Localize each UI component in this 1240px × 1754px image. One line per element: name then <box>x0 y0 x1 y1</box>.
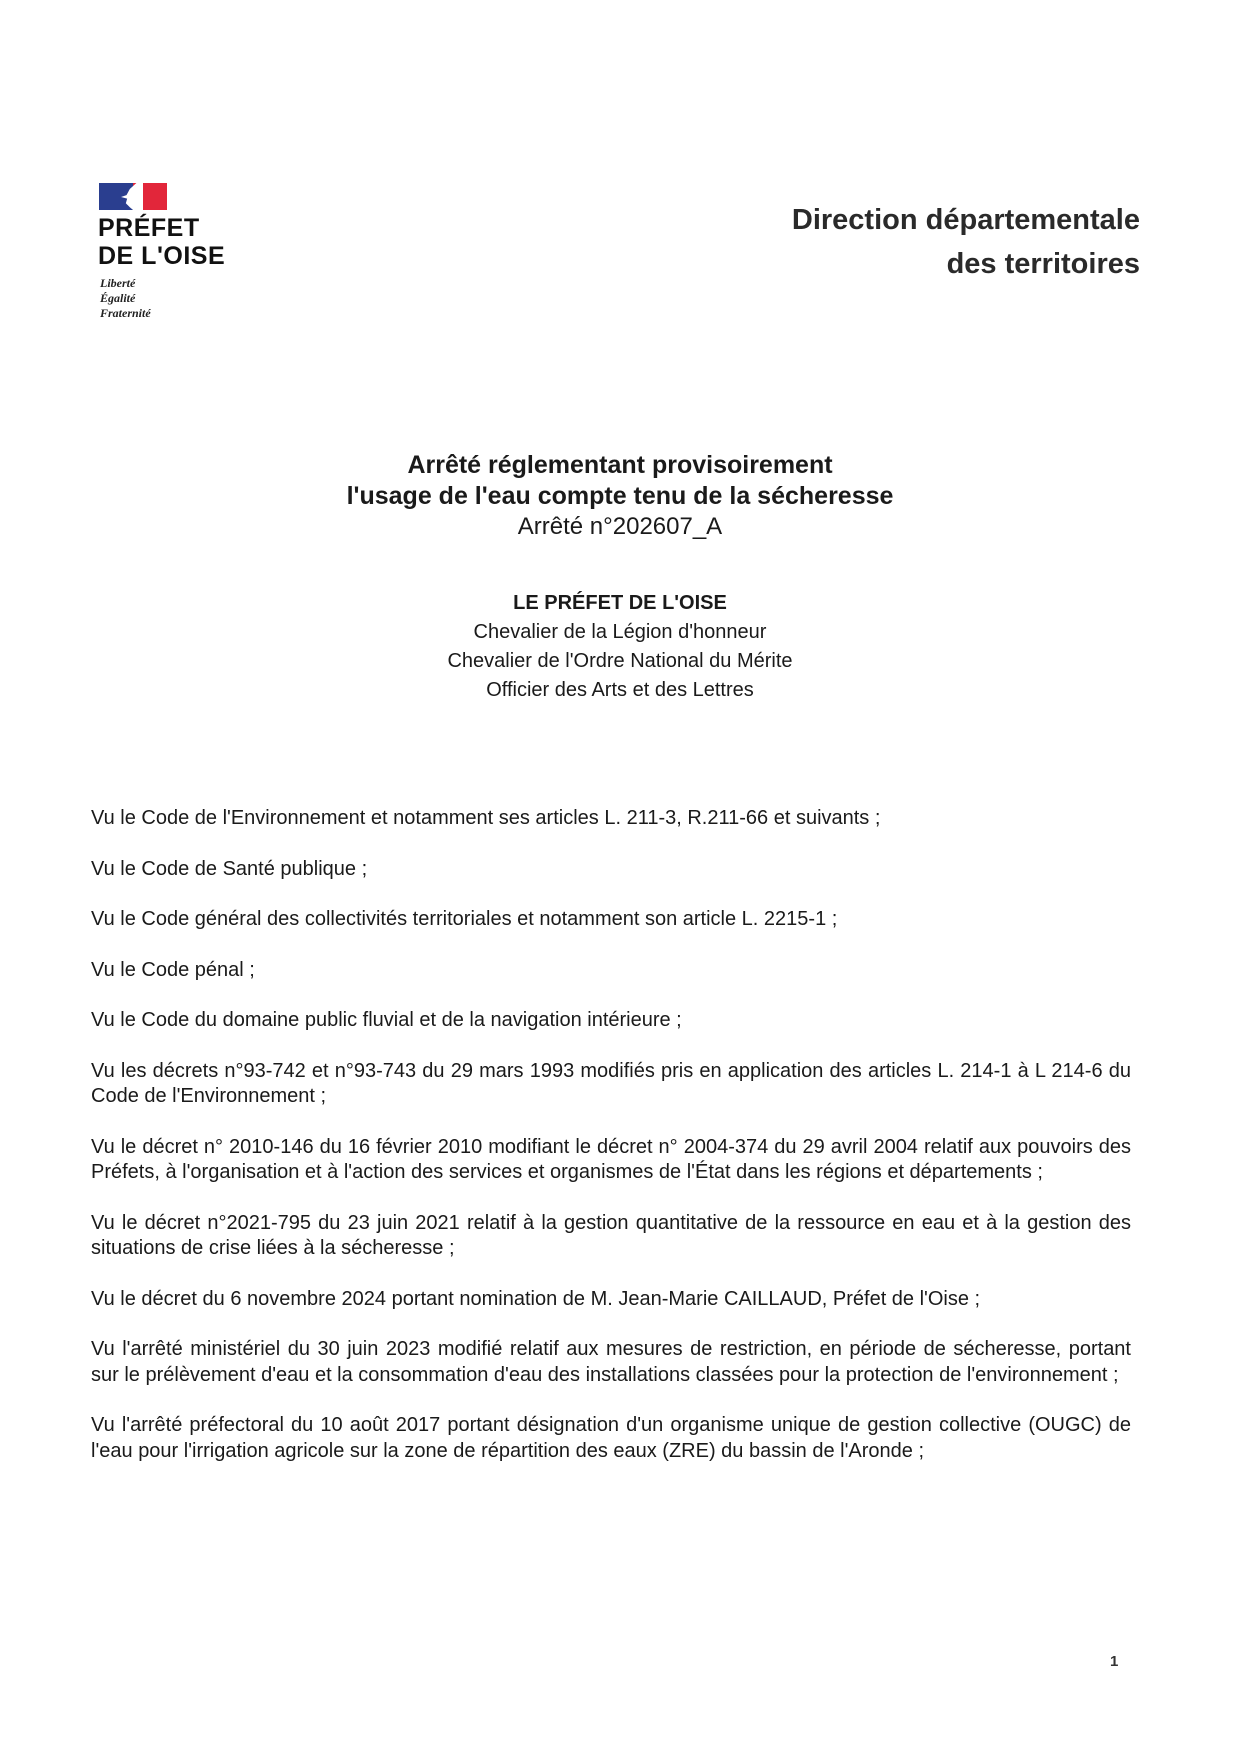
direction-heading <box>792 198 1140 286</box>
consideration-paragraph: Vu le Code pénal ; <box>91 958 255 981</box>
prefect-name: LE PRÉFET DE L'OISE <box>513 592 727 614</box>
prefecture-logo-title <box>98 214 225 270</box>
consideration-paragraph: Vu l'arrêté préfectoral du 10 août 2017 portant désignation d'un organisme unique de gestion collective (OUGC) de l'eau pour l'irrigation agricole sur la zone de répartition des eaux (ZRE) du bassin de l'Aronde ; <box>91 1414 1131 1462</box>
motto-liberte: Liberté <box>100 276 136 290</box>
prefect-honour: Chevalier de l'Ordre National du Mérite <box>447 650 793 672</box>
consideration-paragraph: Vu les décrets n°93-742 et n°93-743 du 29 mars 1993 modifiés pris en application des articles L. 214-1 à L 214-6 du Code de l'Environnement ; <box>91 1059 1131 1107</box>
marianne-logo <box>99 183 169 210</box>
consideration-paragraph: Vu le Code de Santé publique ; <box>91 857 368 880</box>
prefect-block <box>0 589 1240 705</box>
consideration-paragraph: Vu l'arrêté ministériel du 30 juin 2023 modifié relatif aux mesures de restriction, en période de sécheresse, portant sur le prélèvement d'eau et la consommation d'eau des installations classées pour la protection de l'environnement ; <box>91 1338 1131 1386</box>
prefect-honour: Chevalier de la Légion d'honneur <box>473 621 767 643</box>
consideration-paragraph: Vu le décret n°2021-795 du 23 juin 2021 relatif à la gestion quantitative de la ressource en eau et à la gestion des situations de crise liées à la sécheresse ; <box>91 1211 1131 1259</box>
republic-motto <box>100 276 151 321</box>
decree-title-line2: l'usage de l'eau compte tenu de la sécheresse <box>346 482 894 510</box>
logo-title-line1: PRÉFET <box>98 214 200 242</box>
considerations-list <box>91 806 1131 1489</box>
decree-number: Arrêté n°202607_A <box>517 513 723 540</box>
direction-line1: Direction départementale <box>791 204 1140 236</box>
page-number: 1 <box>1110 1653 1119 1670</box>
consideration-paragraph: Vu le décret du 6 novembre 2024 portant nomination de M. Jean-Marie CAILLAUD, Préfet de l'Oise ; <box>91 1287 981 1310</box>
logo-title-line2: DE L'OISE <box>98 242 226 270</box>
prefect-honour: Officier des Arts et des Lettres <box>486 679 754 701</box>
consideration-paragraph: Vu le Code de l'Environnement et notamment ses articles L. 211-3, R.211-66 et suivants ; <box>91 807 881 829</box>
direction-line2: des territoires <box>946 248 1140 280</box>
consideration-paragraph: Vu le décret n° 2010-146 du 16 février 2010 modifiant le décret n° 2004-374 du 29 avril 2004 relatif aux pouvoirs des Préfets, à l'organisation et à l'action des services et organismes de l'État dans les régions et départements ; <box>91 1135 1131 1183</box>
consideration-paragraph: Vu le Code général des collectivités territoriales et notamment son article L. 2215-1 ; <box>91 908 838 930</box>
decree-title-line1: Arrêté réglementant provisoirement <box>407 451 833 479</box>
motto-fraternite: Fraternité <box>100 306 151 320</box>
decree-title <box>0 450 1240 542</box>
consideration-paragraph: Vu le Code du domaine public fluvial et de la navigation intérieure ; <box>91 1009 682 1031</box>
motto-egalite: Égalité <box>100 291 136 305</box>
